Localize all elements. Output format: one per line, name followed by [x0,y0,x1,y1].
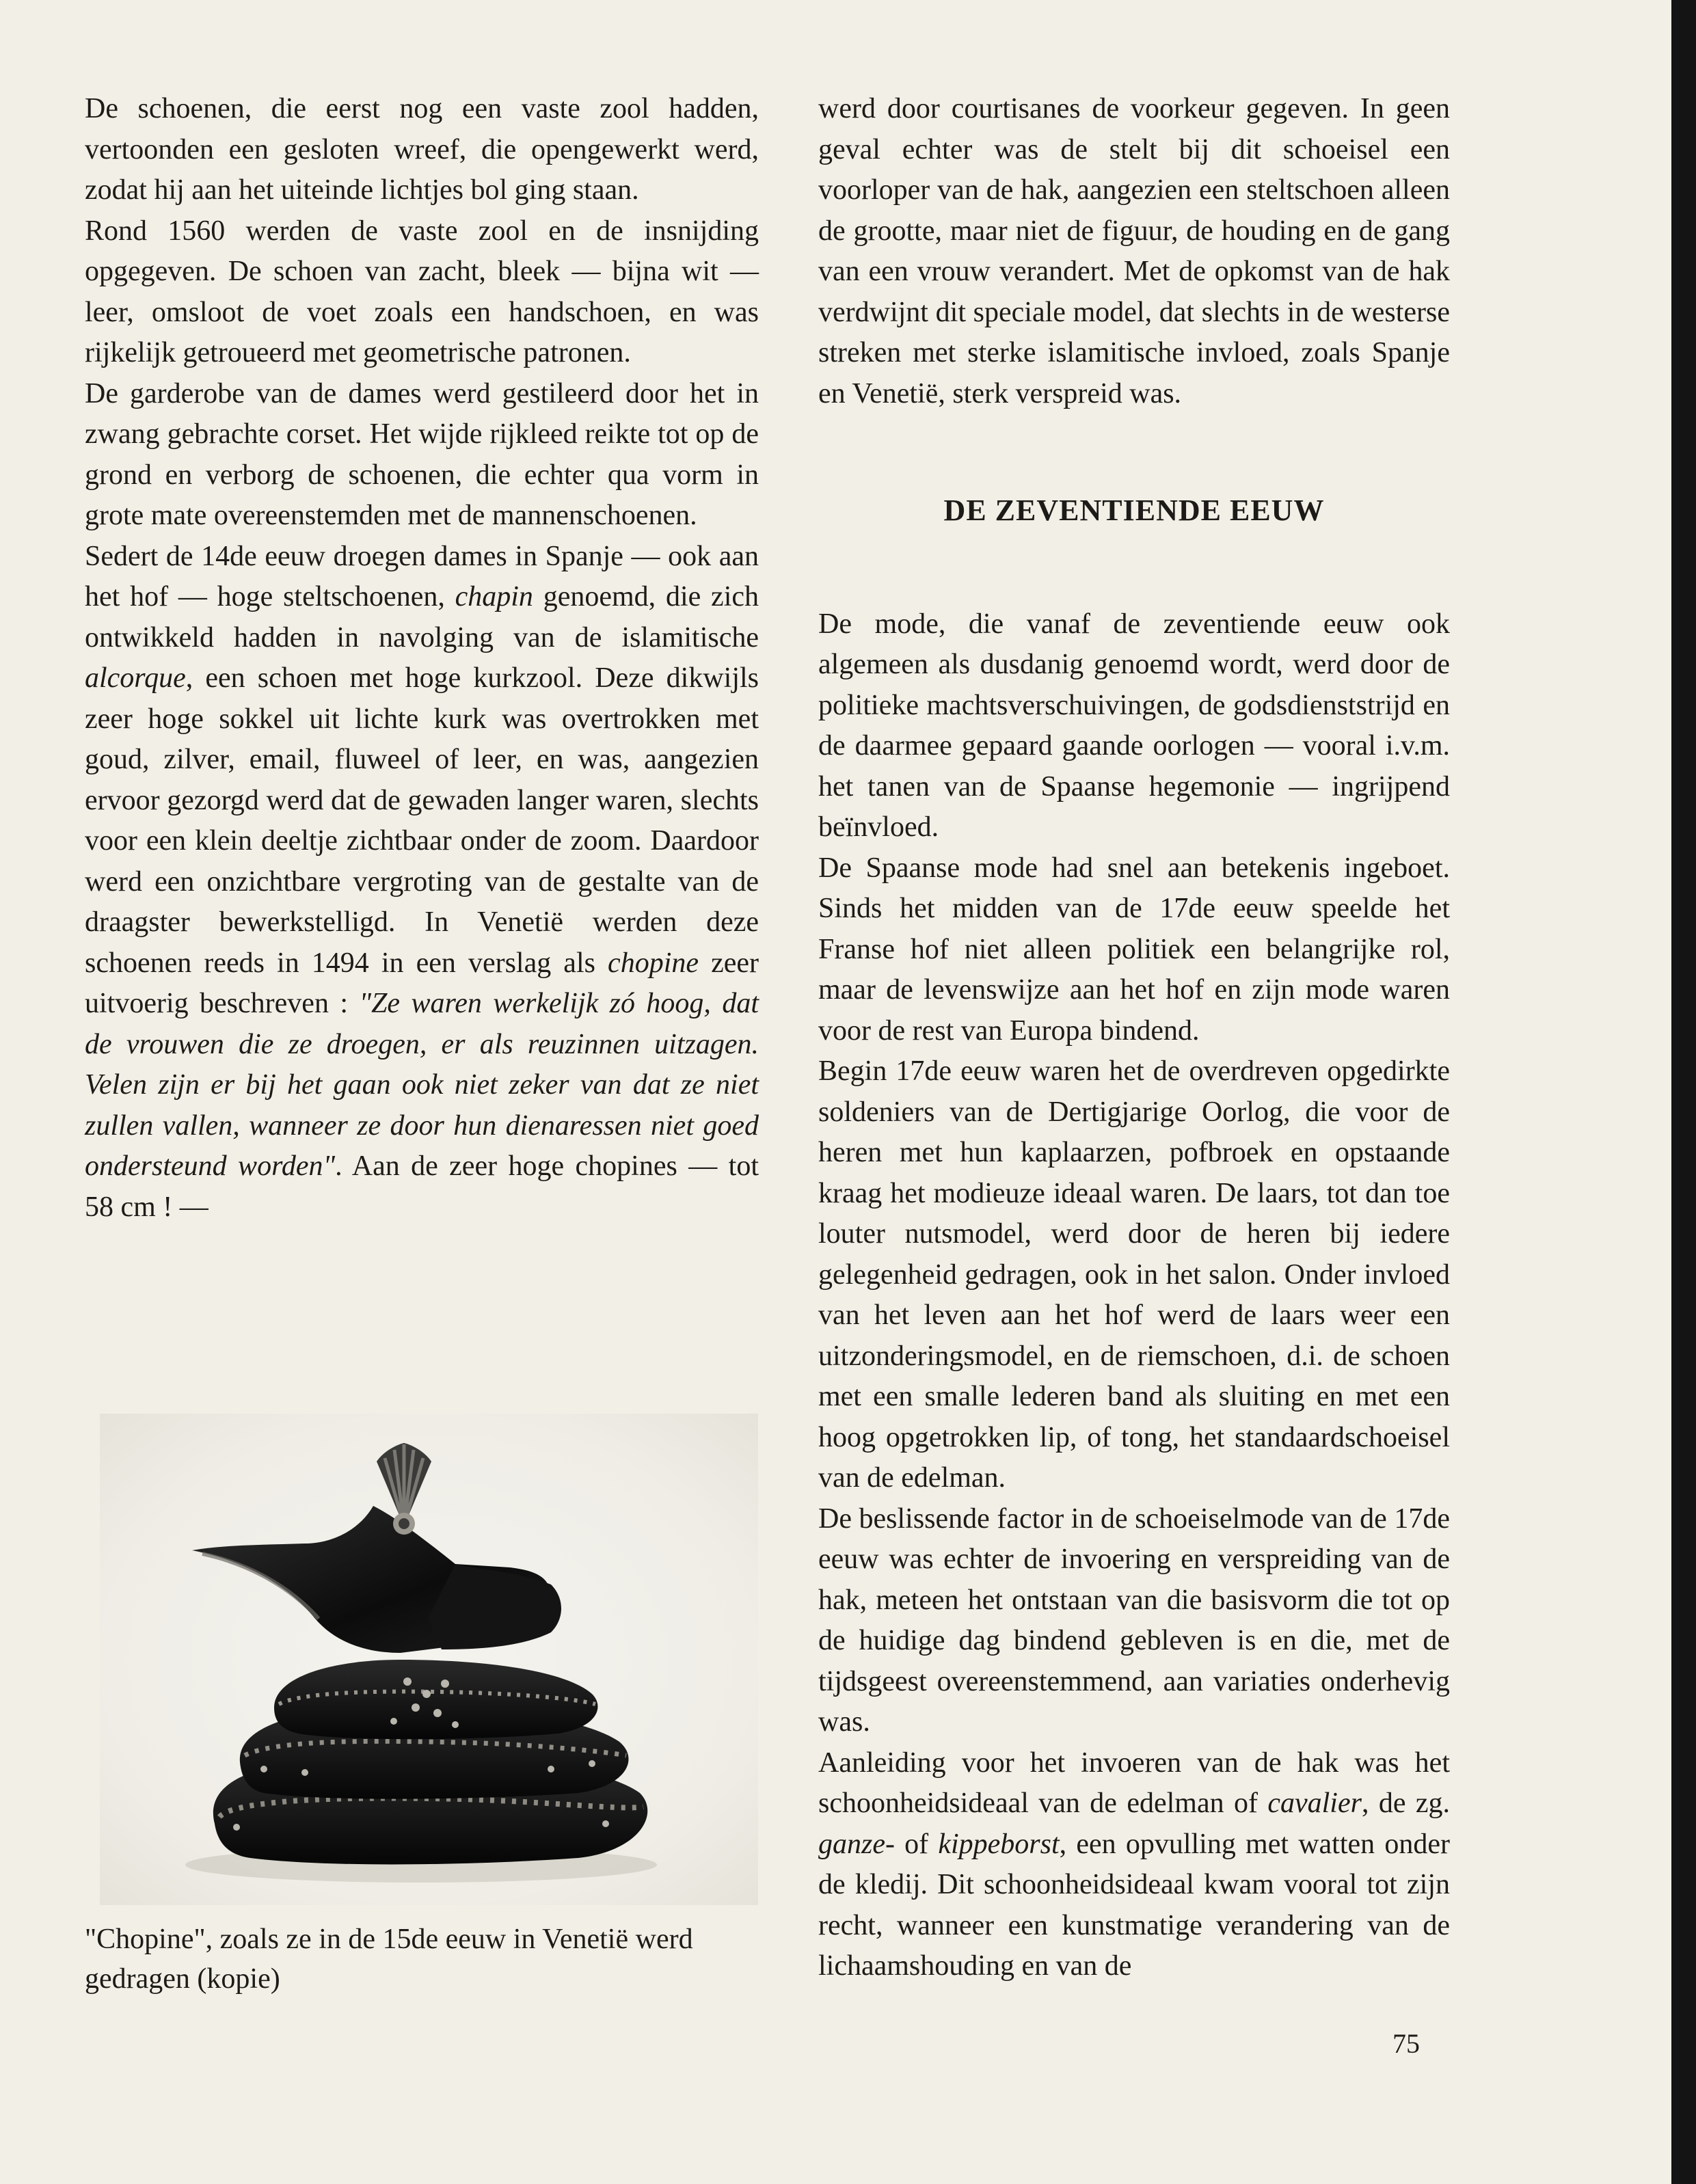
term-kippeborst: kippeborst [938,1828,1060,1860]
text-run: zeer uitvoerig beschreven : [85,947,759,1019]
paragraph: De mode, die vanaf de zeventiende eeuw ook algemeen als dusdanig genoemd wordt, werd door de politieke machtsverschuivingen, de godsdienststrijd en de daarmee gepaard gaande oorlogen — vooral i.v.m. het tanen van de Spaanse hegemonie — ingrijpend beïnvloed. [818,608,1450,843]
right-column [818,89,1450,1987]
paragraph [85,537,759,1228]
figure-caption: "Chopine", zoals ze in de 15de eeuw in Venetië werd gedragen (kopie) [85,1924,693,1995]
left-column [85,89,759,1228]
paragraph: De beslissende factor in de schoeiselmode van de 17de eeuw was echter de invoering en verspreiding van de hak, meteen het ontstaan van die basisvorm die tot op de huidige dag bindend gebleven is en die, met de tijdsgeest overeenstemmend, aan variaties onderhevig was. [818,1502,1450,1738]
paragraph: De garderobe van de dames werd gestileerd door het in zwang gebrachte corset. Het wijde rijkleed reikte tot op de grond en verborg de schoenen, die echter qua vorm in grote mate overeenstemden met de mannenschoenen. [85,377,759,531]
paragraph: De Spaanse mode had snel aan betekenis ingeboet. Sinds het midden van de 17de eeuw speelde het Franse hof niet alleen politiek een belangrijke rol, maar de levenswijze aan het hof en zijn mode waren voor de rest van Europa bindend. [818,852,1450,1047]
chopine-photo [100,1414,758,1905]
text-run: Sedert de 14de eeuw droegen dames in Spanje — ook aan het hof — hoge steltschoenen, [85,540,759,612]
text-run: , de zg. [1361,1788,1450,1819]
text-run: genoemd, die zich ontwikkeld hadden in navolging van de islamitische [85,581,759,653]
term-alcorque: alcorque [85,662,186,694]
term-ganze: ganze- [818,1828,895,1860]
section-heading: DE ZEVENTIENDE EEUW [943,494,1325,527]
text-run: of [894,1828,939,1860]
term-chopine: chopine [608,947,699,979]
text-run: . Aan de zeer hoge chopines — tot 58 cm ! — [85,1150,759,1223]
page-number: 75 [1392,2028,1420,2059]
text-run: , een opvulling met watten onder de kledij. Dit schoonheidsideaal kwam vooral tot zijn recht, wanneer een kunstmatige verandering van de lichaamshouding en van de [818,1828,1450,1982]
paragraph: De schoenen, die eerst nog een vaste zool hadden, vertoonden een gesloten wreef, die opengewerkt werd, zodat hij aan het uiteinde lichtjes bol ging staan. [85,93,759,206]
text-run: , een schoen met hoge kurkzool. Deze dikwijls zeer hoge sokkel uit lichte kurk was overtrokken met goud, zilver, email, fluweel of leer, en was, aangezien ervoor gezorgd werd dat de gewaden langer waren, slechts voor een klein deeltje zichtbaar onder de zoom. Daardoor werd een onzichtbare vergroting van de gestalte van de draagster bewerkstelligd. In Venetië werden deze schoenen reeds in 1494 in een verslag als [85,662,759,979]
paragraph: werd door courtisanes de voorkeur gegeven. In geen geval echter was de stelt bij dit schoeisel een voorloper van de hak, aangezien een steltschoen alleen de grootte, maar niet de figuur, de houding en de gang van een vrouw verandert. Met de opkomst van de hak verdwijnt dit speciale model, dat slechts in de westerse streken met sterke islamitische invloed, zoals Spanje en Venetië, sterk verspreid was. [818,93,1450,409]
term-cavalier: cavalier [1267,1788,1362,1819]
term-chapin: chapin [455,581,533,612]
paragraph: Begin 17de eeuw waren het de overdreven opgedirkte soldeniers van de Dertigjarige Oorlog, die voor de heren met hun kaplaarzen, pofbroek en opstaande kraag het modieuze ideaal waren. De laars, tot dan toe louter nutsmodel, werd door de heren bij iedere gelegenheid gedragen, ook in het salon. Onder invloed van het leven aan het hof werd de laars weer een uitzonderingsmodel, en de riemschoen, d.i. de schoen met een smalle lederen band als sluiting en met een hoog opgetrokken lip, of tong, het standaardschoeisel van de edelman. [818,1055,1450,1494]
paragraph: Rond 1560 werden de vaste zool en de insnijding opgegeven. De schoen van zacht, bleek — bijna wit — leer, omsloot de voet zoals een handschoen, en was rijkelijk getroueerd met geometrische patronen. [85,215,759,368]
chopine-shoe-illustration [100,1414,758,1905]
quotation: "Ze waren werkelijk zó hoog, dat de vrouwen die ze droegen, er als reuzinnen uitzagen. Velen zijn er bij het gaan ook niet zeker van dat ze niet zullen vallen, wanneer ze door hun dienaressen niet goed ondersteund worden" [85,988,759,1182]
page-edge-shadow [1671,0,1696,2184]
paragraph [818,1743,1450,1987]
text-run: Aanleiding voor het invoeren van de hak was het schoonheidsideaal van de edelman of [818,1747,1450,1819]
